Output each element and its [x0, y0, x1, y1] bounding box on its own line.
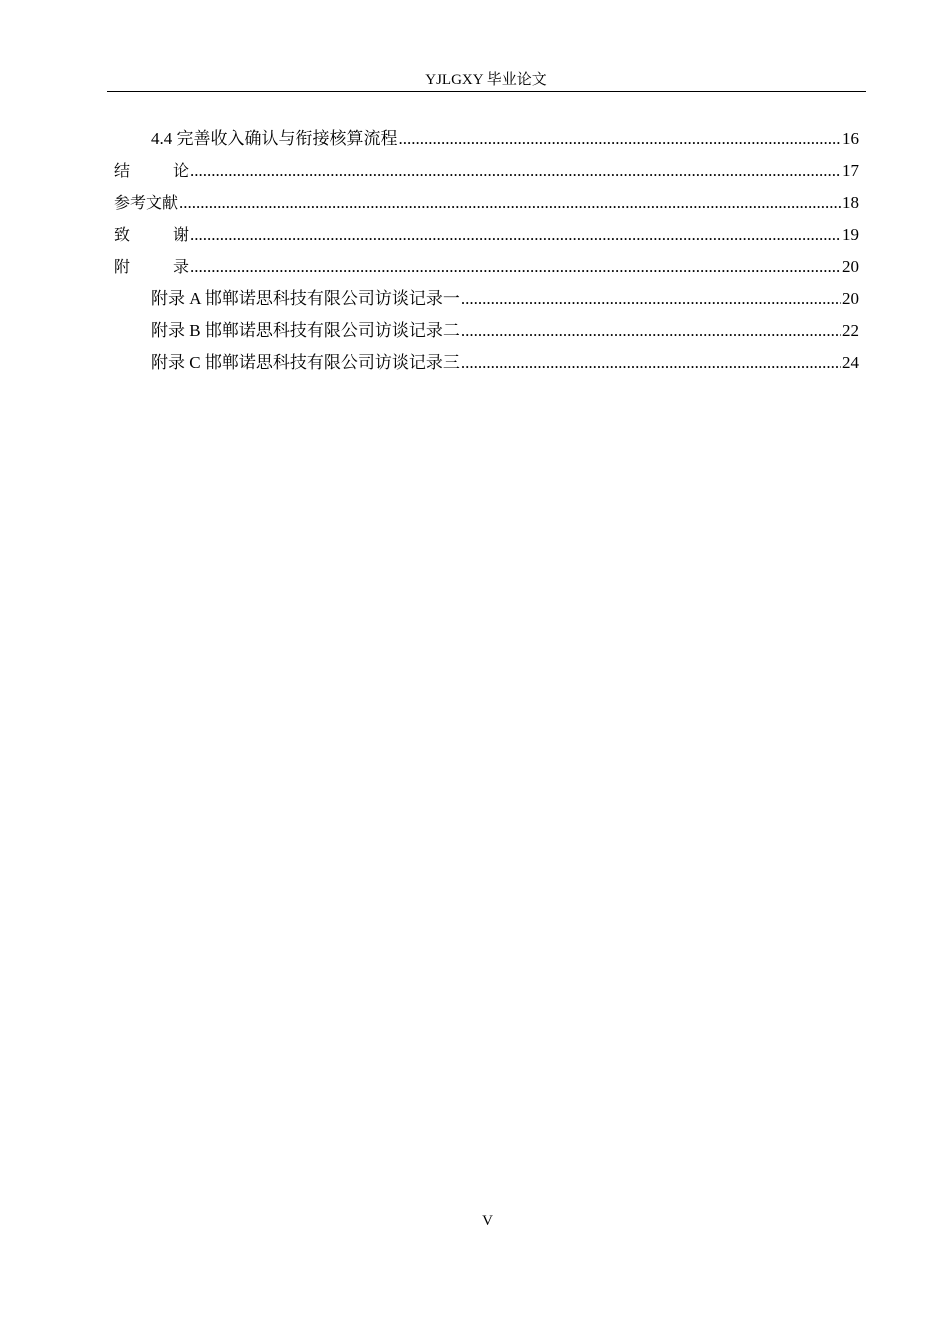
toc-entry-label: 附录 C 邯郸诺思科技有限公司访谈记录三 — [151, 353, 460, 372]
running-header: YJLGXY 毕业论文 — [425, 72, 547, 88]
toc-entry[interactable] — [114, 182, 859, 214]
table-of-contents — [114, 118, 859, 374]
toc-entry[interactable] — [114, 278, 859, 310]
toc-entry[interactable] — [114, 150, 859, 182]
toc-dot-leader — [190, 224, 841, 246]
toc-dot-leader — [399, 128, 842, 150]
toc-entry[interactable] — [114, 310, 859, 342]
toc-dot-leader — [461, 320, 841, 342]
toc-page-number: 20 — [842, 289, 859, 308]
toc-entry-label: 附录 B 邯郸诺思科技有限公司访谈记录二 — [151, 321, 460, 340]
toc-entry[interactable] — [114, 214, 859, 246]
toc-entry-label: 致谢 — [114, 225, 189, 244]
toc-page-number: 24 — [842, 353, 859, 372]
toc-dot-leader — [179, 192, 841, 214]
toc-page-number: 17 — [842, 161, 859, 180]
toc-page-number: 16 — [842, 129, 859, 148]
toc-entry-label: 4.4 完善收入确认与衔接核算流程 — [151, 129, 398, 148]
toc-entry-label: 结论 — [114, 161, 189, 180]
toc-page-number: 19 — [842, 225, 859, 244]
toc-page-number: 22 — [842, 321, 859, 340]
toc-dot-leader — [190, 256, 841, 278]
toc-entry[interactable] — [114, 118, 859, 150]
toc-dot-leader — [461, 352, 841, 374]
toc-entry[interactable] — [114, 246, 859, 278]
toc-entry-label: 参考文献 — [114, 193, 179, 212]
toc-page-number: 20 — [842, 257, 859, 276]
page-number: V — [482, 1213, 493, 1229]
toc-entry-label: 附录 A 邯郸诺思科技有限公司访谈记录一 — [151, 289, 460, 308]
toc-dot-leader — [461, 288, 841, 310]
toc-entry-label: 附录 — [114, 257, 189, 276]
toc-page-number: 18 — [842, 193, 859, 212]
toc-dot-leader — [190, 160, 841, 182]
toc-entry[interactable] — [114, 342, 859, 374]
header-rule — [107, 91, 866, 92]
